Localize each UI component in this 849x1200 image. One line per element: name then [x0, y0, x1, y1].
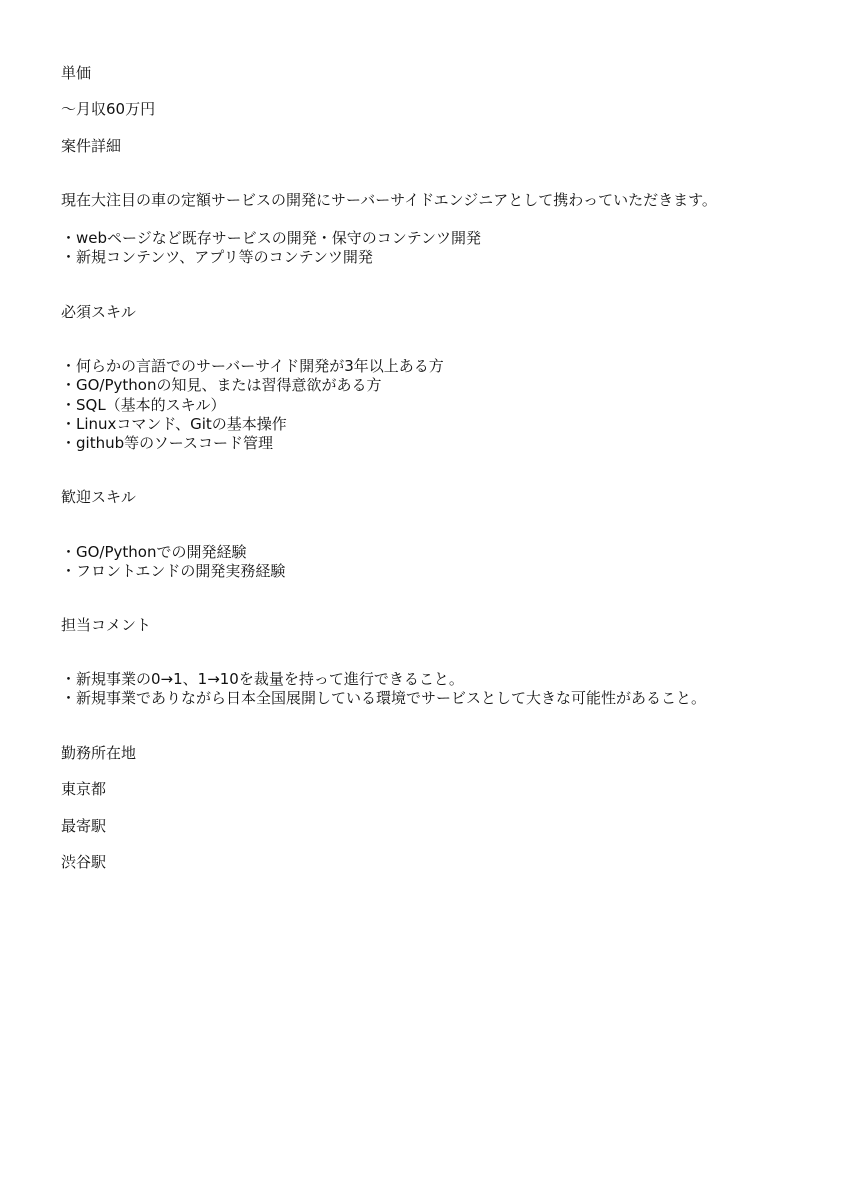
details-item: ・新規コンテンツ、アプリ等のコンテンツ開発 [61, 248, 373, 266]
station-heading: 最寄駅 [61, 817, 107, 835]
required-skill-item: ・SQL（基本的スキル） [61, 396, 226, 414]
required-skill-item: ・何らかの言語でのサーバーサイド開発が3年以上ある方 [61, 357, 444, 375]
welcome-skill-item: ・GO/Pythonでの開発経験 [61, 543, 247, 561]
price-heading: 単価 [61, 64, 92, 82]
comment-heading: 担当コメント [61, 616, 152, 634]
comment-item: ・新規事業でありながら日本全国展開している環境でサービスとして大きな可能性があること。 [61, 689, 707, 707]
details-item: ・webページなど既存サービスの開発・保守のコンテンツ開発 [61, 229, 481, 247]
station-value: 渋谷駅 [61, 853, 107, 871]
required-skill-item: ・Linuxコマンド、Gitの基本操作 [61, 415, 287, 433]
welcome-skill-item: ・フロントエンドの開発実務経験 [61, 562, 286, 580]
comment-item: ・新規事業の0→1、1→10を裁量を持って進行できること。 [61, 670, 464, 688]
welcome-skills-heading: 歓迎スキル [61, 488, 136, 506]
location-heading: 勤務所在地 [61, 744, 137, 762]
location-value: 東京都 [61, 780, 107, 798]
required-skill-item: ・github等のソースコード管理 [61, 434, 274, 452]
details-intro: 現在大注目の車の定額サービスの開発にサーバーサイドエンジニアとして携わっていただきます。 [61, 191, 717, 209]
required-skills-heading: 必須スキル [61, 303, 136, 321]
details-heading: 案件詳細 [61, 137, 122, 155]
price-value: ～月収60万円 [61, 100, 156, 118]
required-skill-item: ・GO/Pythonの知見、または習得意欲がある方 [61, 376, 382, 394]
